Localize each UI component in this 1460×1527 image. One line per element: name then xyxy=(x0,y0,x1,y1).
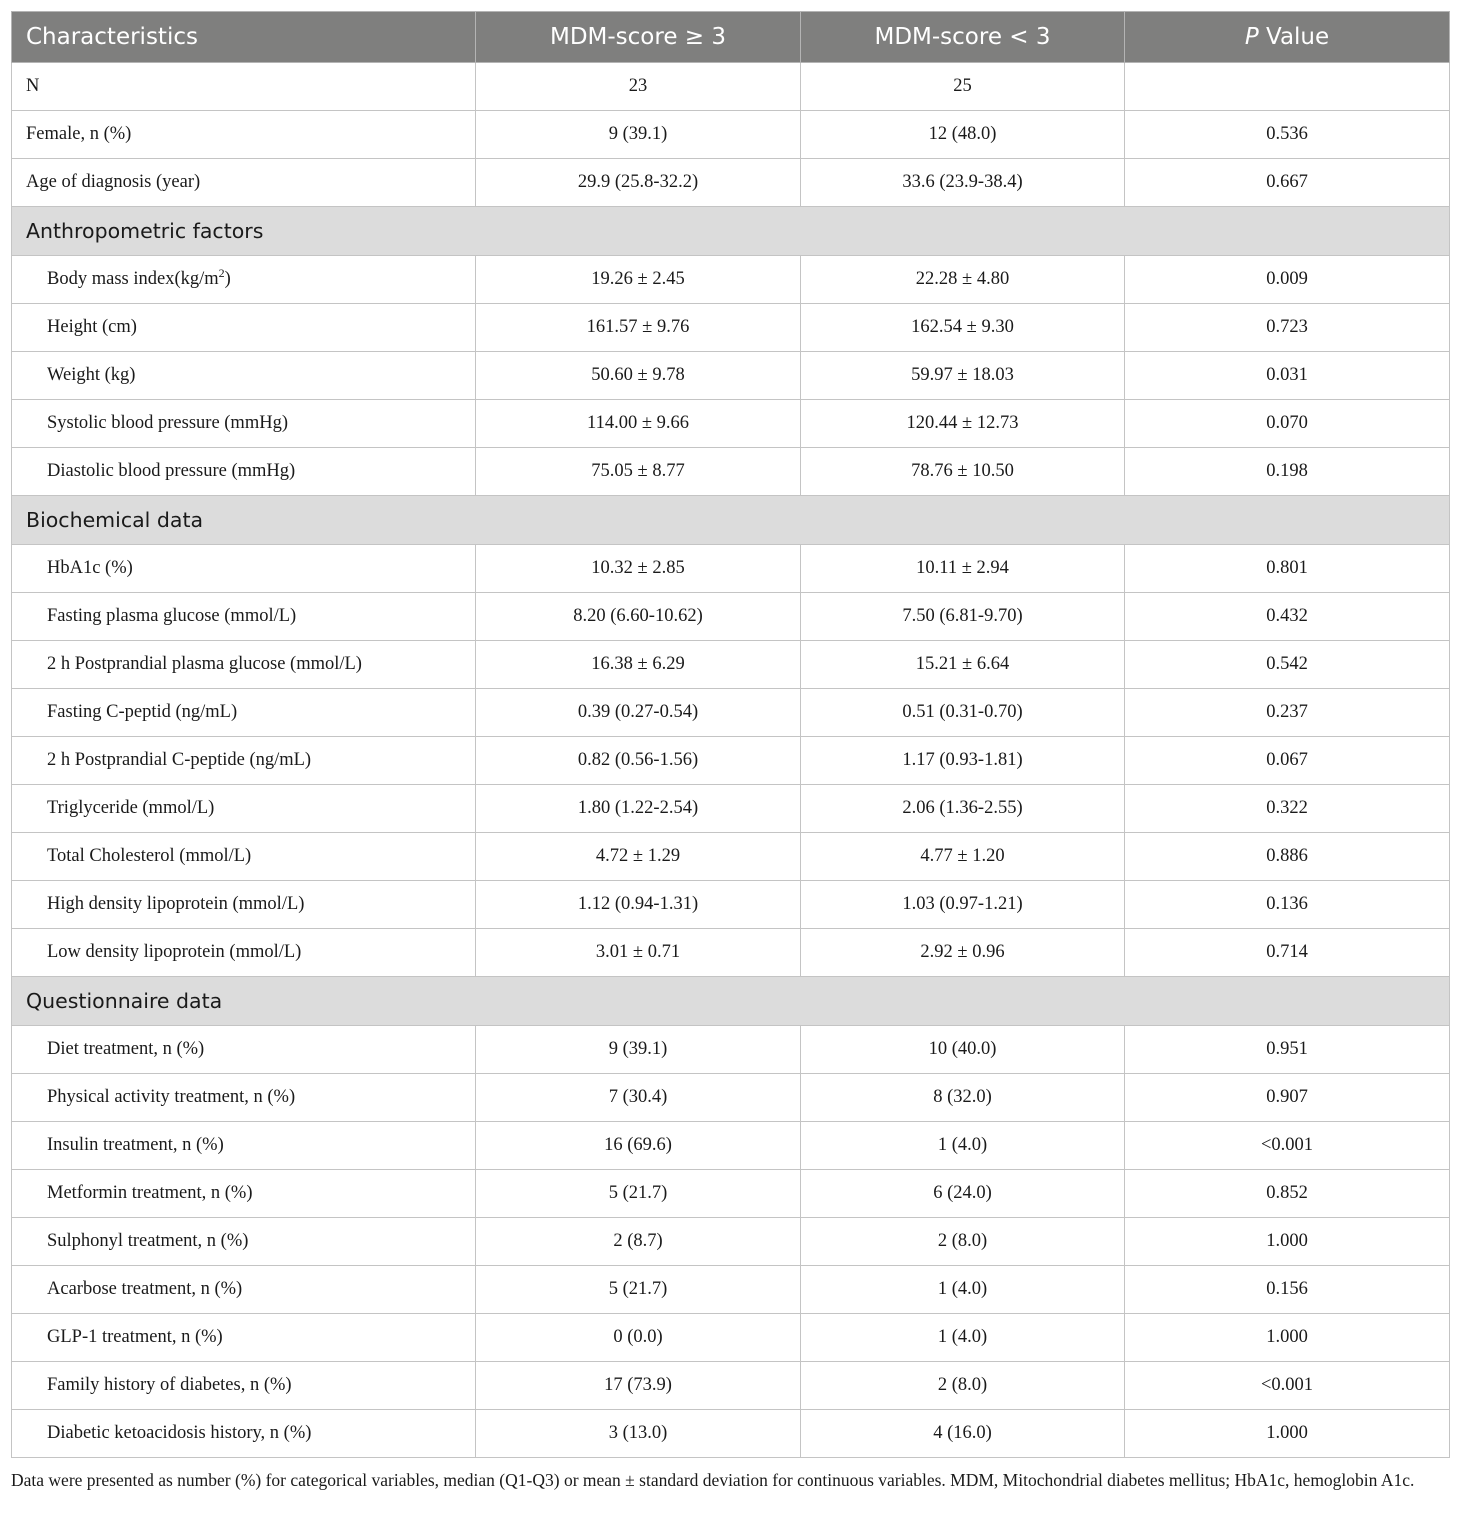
table-row xyxy=(12,448,1450,496)
cell-mdm-high: 0 (0.0) xyxy=(476,1314,801,1362)
cell-p-value: <0.001 xyxy=(1125,1122,1450,1170)
cell-mdm-low: 25 xyxy=(801,63,1125,111)
row-label: Fasting plasma glucose (mmol/L) xyxy=(12,593,476,641)
cell-mdm-low: 2.06 (1.36-2.55) xyxy=(801,785,1125,833)
table-row xyxy=(12,256,1450,304)
row-label: Diastolic blood pressure (mmHg) xyxy=(12,448,476,496)
cell-mdm-low: 162.54 ± 9.30 xyxy=(801,304,1125,352)
cell-mdm-high: 4.72 ± 1.29 xyxy=(476,833,801,881)
cell-mdm-low: 1.17 (0.93-1.81) xyxy=(801,737,1125,785)
cell-p-value: 0.237 xyxy=(1125,689,1450,737)
row-label: Systolic blood pressure (mmHg) xyxy=(12,400,476,448)
header-mdm-low: MDM-score < 3 xyxy=(801,12,1125,63)
row-label: Diabetic ketoacidosis history, n (%) xyxy=(12,1410,476,1458)
table-row xyxy=(12,304,1450,352)
cell-mdm-high: 16 (69.6) xyxy=(476,1122,801,1170)
cell-mdm-high: 5 (21.7) xyxy=(476,1170,801,1218)
table-row xyxy=(12,1410,1450,1458)
cell-mdm-low: 33.6 (23.9-38.4) xyxy=(801,159,1125,207)
cell-p-value: 0.714 xyxy=(1125,929,1450,977)
cell-p-value: 0.070 xyxy=(1125,400,1450,448)
table-row xyxy=(12,1026,1450,1074)
cell-p-value: 0.852 xyxy=(1125,1170,1450,1218)
section-header-row xyxy=(12,207,1450,256)
table-row xyxy=(12,785,1450,833)
cell-mdm-high: 9 (39.1) xyxy=(476,111,801,159)
row-label: HbA1c (%) xyxy=(12,545,476,593)
cell-mdm-high: 5 (21.7) xyxy=(476,1266,801,1314)
table-body xyxy=(12,63,1450,1458)
row-label-superscript: 2 xyxy=(218,265,225,280)
cell-mdm-low: 4 (16.0) xyxy=(801,1410,1125,1458)
cell-mdm-high: 161.57 ± 9.76 xyxy=(476,304,801,352)
header-p-rest: Value xyxy=(1258,24,1330,50)
row-label: Triglyceride (mmol/L) xyxy=(12,785,476,833)
cell-p-value: 0.536 xyxy=(1125,111,1450,159)
row-label: Family history of diabetes, n (%) xyxy=(12,1362,476,1410)
table-footnote: Data were presented as number (%) for categorical variables, median (Q1-Q3) or mean ± standard deviation for continuous variables. MDM, Mitochondrial diabetes mellitus; HbA1c, hemoglobin A1c. xyxy=(11,1470,1415,1490)
table-row xyxy=(12,1362,1450,1410)
cell-mdm-high: 1.12 (0.94-1.31) xyxy=(476,881,801,929)
cell-mdm-low: 2.92 ± 0.96 xyxy=(801,929,1125,977)
row-label: High density lipoprotein (mmol/L) xyxy=(12,881,476,929)
cell-p-value: 0.322 xyxy=(1125,785,1450,833)
cell-mdm-high: 29.9 (25.8-32.2) xyxy=(476,159,801,207)
cell-mdm-high: 17 (73.9) xyxy=(476,1362,801,1410)
cell-mdm-high: 7 (30.4) xyxy=(476,1074,801,1122)
cell-p-value: 0.723 xyxy=(1125,304,1450,352)
cell-p-value: 0.886 xyxy=(1125,833,1450,881)
cell-p-value: 0.198 xyxy=(1125,448,1450,496)
row-label: N xyxy=(12,63,476,111)
cell-p-value: 0.067 xyxy=(1125,737,1450,785)
cell-p-value: 0.136 xyxy=(1125,881,1450,929)
table-row xyxy=(12,63,1450,111)
cell-mdm-low: 15.21 ± 6.64 xyxy=(801,641,1125,689)
header-p-value xyxy=(1125,12,1450,63)
row-label: Low density lipoprotein (mmol/L) xyxy=(12,929,476,977)
cell-mdm-high: 23 xyxy=(476,63,801,111)
cell-p-value xyxy=(1125,63,1450,111)
characteristics-table xyxy=(11,11,1450,1458)
cell-mdm-low: 59.97 ± 18.03 xyxy=(801,352,1125,400)
cell-mdm-low: 6 (24.0) xyxy=(801,1170,1125,1218)
cell-mdm-high: 75.05 ± 8.77 xyxy=(476,448,801,496)
section-title: Anthropometric factors xyxy=(12,207,1450,256)
cell-mdm-high: 19.26 ± 2.45 xyxy=(476,256,801,304)
row-label: Diet treatment, n (%) xyxy=(12,1026,476,1074)
header-mdm-high: MDM-score ≥ 3 xyxy=(476,12,801,63)
cell-mdm-low: 78.76 ± 10.50 xyxy=(801,448,1125,496)
cell-mdm-low: 120.44 ± 12.73 xyxy=(801,400,1125,448)
cell-p-value: 0.031 xyxy=(1125,352,1450,400)
table-row xyxy=(12,1266,1450,1314)
row-label: Fasting C-peptid (ng/mL) xyxy=(12,689,476,737)
header-characteristics: Characteristics xyxy=(12,12,476,63)
header-p-letter: P xyxy=(1244,24,1259,50)
row-label: Physical activity treatment, n (%) xyxy=(12,1074,476,1122)
table-row xyxy=(12,1218,1450,1266)
row-label: Acarbose treatment, n (%) xyxy=(12,1266,476,1314)
row-label: Total Cholesterol (mmol/L) xyxy=(12,833,476,881)
row-label-suffix: ) xyxy=(224,269,231,289)
table-row xyxy=(12,1122,1450,1170)
cell-mdm-low: 10 (40.0) xyxy=(801,1026,1125,1074)
cell-mdm-high: 3.01 ± 0.71 xyxy=(476,929,801,977)
cell-mdm-high: 3 (13.0) xyxy=(476,1410,801,1458)
cell-mdm-high: 9 (39.1) xyxy=(476,1026,801,1074)
cell-mdm-low: 8 (32.0) xyxy=(801,1074,1125,1122)
row-label: Metformin treatment, n (%) xyxy=(12,1170,476,1218)
cell-p-value: 1.000 xyxy=(1125,1218,1450,1266)
cell-p-value: 0.801 xyxy=(1125,545,1450,593)
cell-mdm-low: 12 (48.0) xyxy=(801,111,1125,159)
cell-mdm-high: 0.39 (0.27-0.54) xyxy=(476,689,801,737)
row-label: Insulin treatment, n (%) xyxy=(12,1122,476,1170)
table-row xyxy=(12,1170,1450,1218)
section-header-row xyxy=(12,977,1450,1026)
cell-mdm-high: 0.82 (0.56-1.56) xyxy=(476,737,801,785)
cell-mdm-low: 1 (4.0) xyxy=(801,1266,1125,1314)
cell-mdm-low: 1 (4.0) xyxy=(801,1314,1125,1362)
table-row xyxy=(12,833,1450,881)
cell-mdm-low: 1 (4.0) xyxy=(801,1122,1125,1170)
section-title: Biochemical data xyxy=(12,496,1450,545)
cell-mdm-low: 4.77 ± 1.20 xyxy=(801,833,1125,881)
table-row xyxy=(12,400,1450,448)
row-label: Age of diagnosis (year) xyxy=(12,159,476,207)
cell-mdm-low: 2 (8.0) xyxy=(801,1362,1125,1410)
cell-p-value: 0.667 xyxy=(1125,159,1450,207)
row-label-text: Body mass index(kg/m xyxy=(47,269,219,289)
cell-mdm-high: 16.38 ± 6.29 xyxy=(476,641,801,689)
table-row xyxy=(12,352,1450,400)
cell-p-value: 0.432 xyxy=(1125,593,1450,641)
cell-mdm-low: 7.50 (6.81-9.70) xyxy=(801,593,1125,641)
row-label: Height (cm) xyxy=(12,304,476,352)
cell-mdm-low: 1.03 (0.97-1.21) xyxy=(801,881,1125,929)
cell-mdm-low: 2 (8.0) xyxy=(801,1218,1125,1266)
section-header-row xyxy=(12,496,1450,545)
cell-mdm-high: 1.80 (1.22-2.54) xyxy=(476,785,801,833)
cell-p-value: 0.156 xyxy=(1125,1266,1450,1314)
cell-p-value: <0.001 xyxy=(1125,1362,1450,1410)
row-label xyxy=(12,256,476,304)
cell-p-value: 0.542 xyxy=(1125,641,1450,689)
table-row xyxy=(12,641,1450,689)
table-row xyxy=(12,929,1450,977)
row-label: Female, n (%) xyxy=(12,111,476,159)
cell-mdm-low: 22.28 ± 4.80 xyxy=(801,256,1125,304)
row-label: 2 h Postprandial plasma glucose (mmol/L) xyxy=(12,641,476,689)
table-row xyxy=(12,737,1450,785)
table-row xyxy=(12,159,1450,207)
table-row xyxy=(12,545,1450,593)
cell-p-value: 1.000 xyxy=(1125,1314,1450,1362)
cell-mdm-high: 2 (8.7) xyxy=(476,1218,801,1266)
cell-p-value: 0.009 xyxy=(1125,256,1450,304)
cell-mdm-high: 50.60 ± 9.78 xyxy=(476,352,801,400)
cell-mdm-low: 10.11 ± 2.94 xyxy=(801,545,1125,593)
table-row xyxy=(12,111,1450,159)
row-label: GLP-1 treatment, n (%) xyxy=(12,1314,476,1362)
table-row xyxy=(12,689,1450,737)
row-label: 2 h Postprandial C-peptide (ng/mL) xyxy=(12,737,476,785)
cell-mdm-high: 8.20 (6.60-10.62) xyxy=(476,593,801,641)
cell-mdm-high: 114.00 ± 9.66 xyxy=(476,400,801,448)
cell-p-value: 0.907 xyxy=(1125,1074,1450,1122)
cell-p-value: 1.000 xyxy=(1125,1410,1450,1458)
cell-mdm-low: 0.51 (0.31-0.70) xyxy=(801,689,1125,737)
table-row xyxy=(12,881,1450,929)
row-label: Sulphonyl treatment, n (%) xyxy=(12,1218,476,1266)
table-row xyxy=(12,1314,1450,1362)
table-row xyxy=(12,593,1450,641)
row-label: Weight (kg) xyxy=(12,352,476,400)
table-row xyxy=(12,1074,1450,1122)
cell-mdm-high: 10.32 ± 2.85 xyxy=(476,545,801,593)
cell-p-value: 0.951 xyxy=(1125,1026,1450,1074)
header-row xyxy=(12,12,1450,63)
section-title: Questionnaire data xyxy=(12,977,1450,1026)
